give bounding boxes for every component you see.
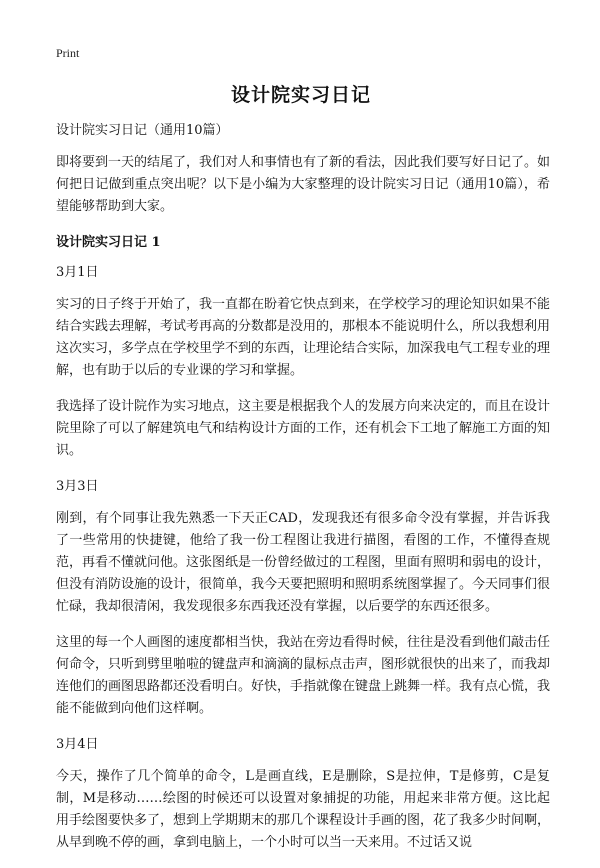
section-heading: 设计院实习日记 1 [56,235,161,250]
entry-paragraph: 这里的每一个人画图的速度都相当快，我站在旁边看得时候，往往是没看到他们敲击任何命令，只听到劈里啪啦的键盘声和滴滴的鼠标点击声，图形就很快的出来了，而我却连他们的画图思路都还没看明白。好快，手指就像在键盘上跳舞一样。我有点心慌，我能不能做到向他们这样啊。 [56,635,551,716]
entry-paragraph: 我选择了设计院作为实习地点，这主要是根据我个人的发展方向来决定的，而且在设计院里除了可以了解建筑电气和结构设计方面的工作，还有机会下工地了解施工方面的知识。 [56,399,551,458]
entry-paragraph: 今天，操作了几个简单的命令，L是画直线，E是删除，S是拉伸，T是修剪，C是复制，M是移动……绘图的时候还可以设置对象捕捉的功能，用起来非常方便。这比起用手绘图要快多了，想到上学期期末的那几个课程设计手画的图，花了我多少时间啊，从早到晚不停的画，拿到电脑上，一个小时可以当一天来用。不过话又说 [56,769,551,850]
entry-date: 3月1日 [56,265,99,280]
print-link[interactable]: Print [56,46,80,60]
entry-paragraph: 刚到，有个同事让我先熟悉一下天正CAD，发现我还有很多命令没有掌握，并告诉我了一些常用的快捷键，他给了我一份工程图让我进行描图，看图的工作，不懂得查规范，再看不懂就问他。这张图纸是一份曾经做过的工程图，里面有照明和弱电的设计，但没有消防设施的设计，很简单，我今天要把照明和照明系统图掌握了。今天同事们很忙碌，我却很清闲，我发现很多东西我还没有掌握，以后要学的东西还很多。 [56,511,551,614]
intro-paragraph: 即将要到一天的结尾了，我们对人和事情也有了新的看法，因此我们要写好日记了。如何把日记做到重点突出呢？以下是小编为大家整理的设计院实习日记（通用10篇），希望能够帮助到大家。 [56,155,551,214]
entry-date: 3月3日 [56,479,99,494]
entry-paragraph: 实习的日子终于开始了，我一直都在盼着它快点到来，在学校学习的理论知识如果不能结合实践去理解，考试考再高的分数都是没用的，那根本不能说明什么，所以我想利用这次实习，多学点在学校里学不到的东西，让理论结合实际，加深我电气工程专业的理解，也有助于以后的专业课的学习和掌握。 [56,297,551,378]
entry-date: 3月4日 [56,737,99,752]
document-page [56,0,556,850]
document-subtitle: 设计院实习日记（通用10篇） [56,123,229,138]
document-body [56,120,550,868]
page-title: 设计院实习日记 [230,84,371,106]
